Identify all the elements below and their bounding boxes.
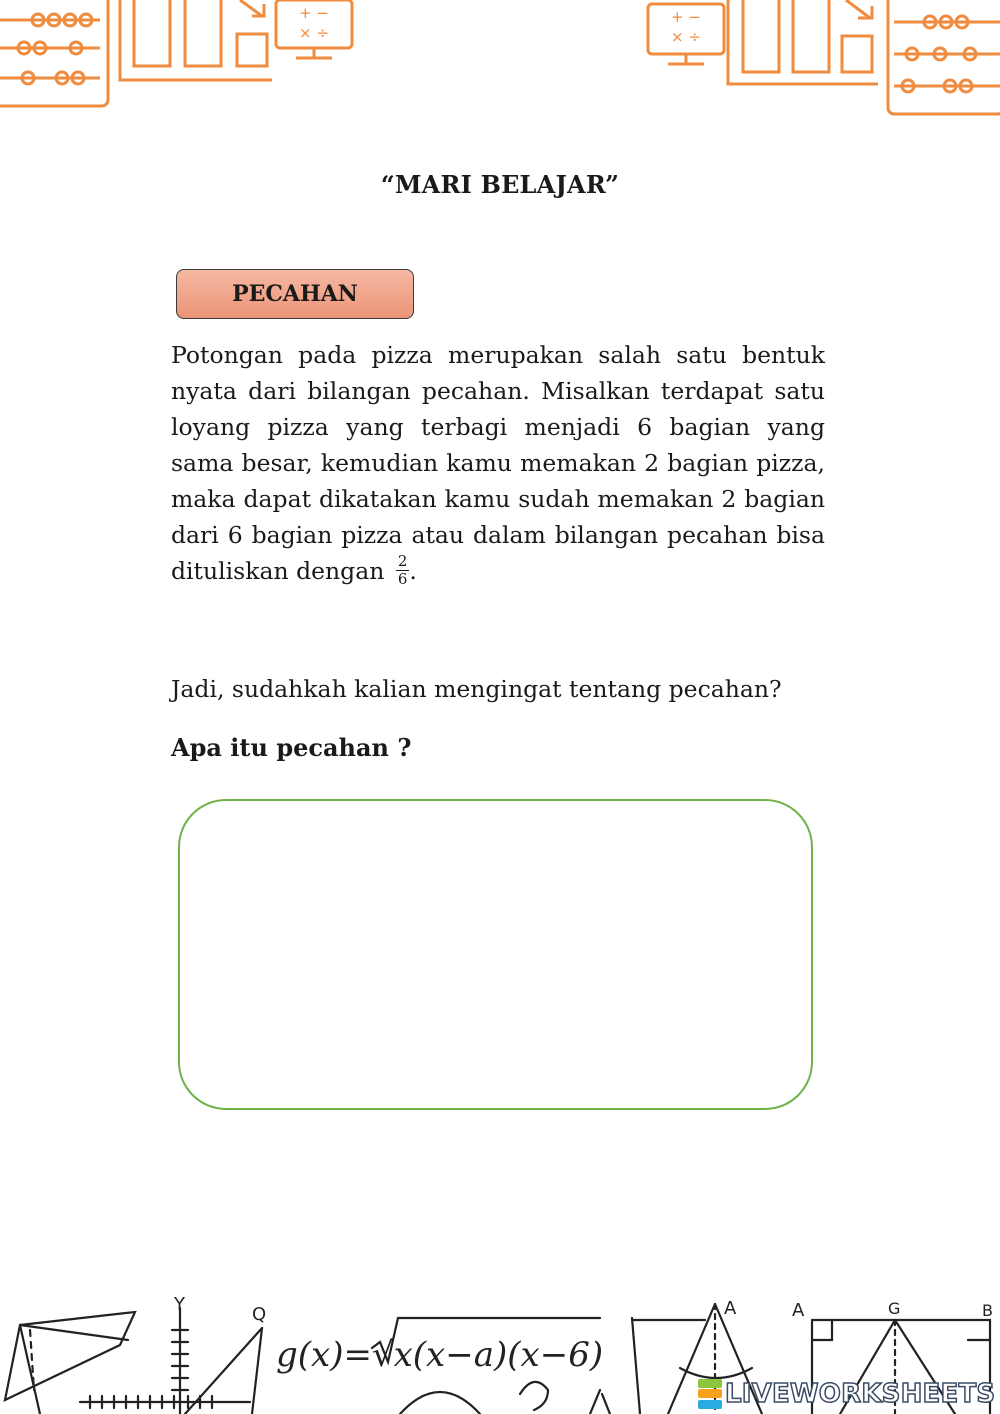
bar-chart-icon <box>120 0 272 80</box>
paragraph-end-mark: . <box>409 557 417 585</box>
fraction-numerator: 2 <box>397 552 408 570</box>
axis-label-q: Q <box>252 1304 267 1325</box>
answer-textbox[interactable] <box>178 799 813 1110</box>
axis-label-y: Y <box>174 1294 185 1315</box>
fraction-denominator: 6 <box>397 570 408 588</box>
parabola-sketch-icon <box>400 1392 480 1414</box>
vertex-label-b: B <box>982 1301 993 1320</box>
formula-text: g(x)=√x(x−a)(x−6) <box>276 1335 604 1375</box>
header-math-decoration-right <box>640 0 1000 118</box>
math-ops-bottom: × ÷ <box>671 28 701 46</box>
header-math-decoration-left <box>0 0 360 115</box>
prompt-heading: Apa itu pecahan ? <box>171 733 412 762</box>
vertex-label-a2: A <box>792 1300 805 1321</box>
vertex-label-a1: A <box>724 1298 737 1319</box>
liveworksheets-logo-text: LIVEWORKSHEETS <box>725 1379 996 1409</box>
math-ops-top: + − <box>299 4 329 22</box>
liveworksheets-logo-icon <box>698 1379 722 1409</box>
explanation-paragraph <box>171 337 825 590</box>
review-question: Jadi, sudahkah kalian mengingat tentang pecahan? <box>171 675 782 703</box>
paragraph-text: Potongan pada pizza merupakan salah satu bentuk nyata dari bilangan pecahan. Misalkan terdapat satu loyang pizza yang terbagi menjadi 6 bagian yang sama besar, kemudian kamu memakan 2 bagian pizza, maka dapat dikatakan kamu sudah memakan 2 bagian dari 6 bagian pizza atau dalam bilangan pecahan bisa dituliskan dengan <box>171 341 825 585</box>
math-ops-top: + − <box>671 8 701 26</box>
section-badge-label: PECAHAN <box>232 281 358 307</box>
liveworksheets-logo <box>698 1377 995 1411</box>
cone-sketch-icon <box>632 1318 705 1414</box>
page-title: “MARI BELAJAR” <box>380 170 620 199</box>
vertex-label-g: G <box>888 1299 901 1318</box>
fraction <box>396 553 410 588</box>
math-ops-bottom: × ÷ <box>299 24 329 42</box>
section-badge <box>176 269 414 319</box>
